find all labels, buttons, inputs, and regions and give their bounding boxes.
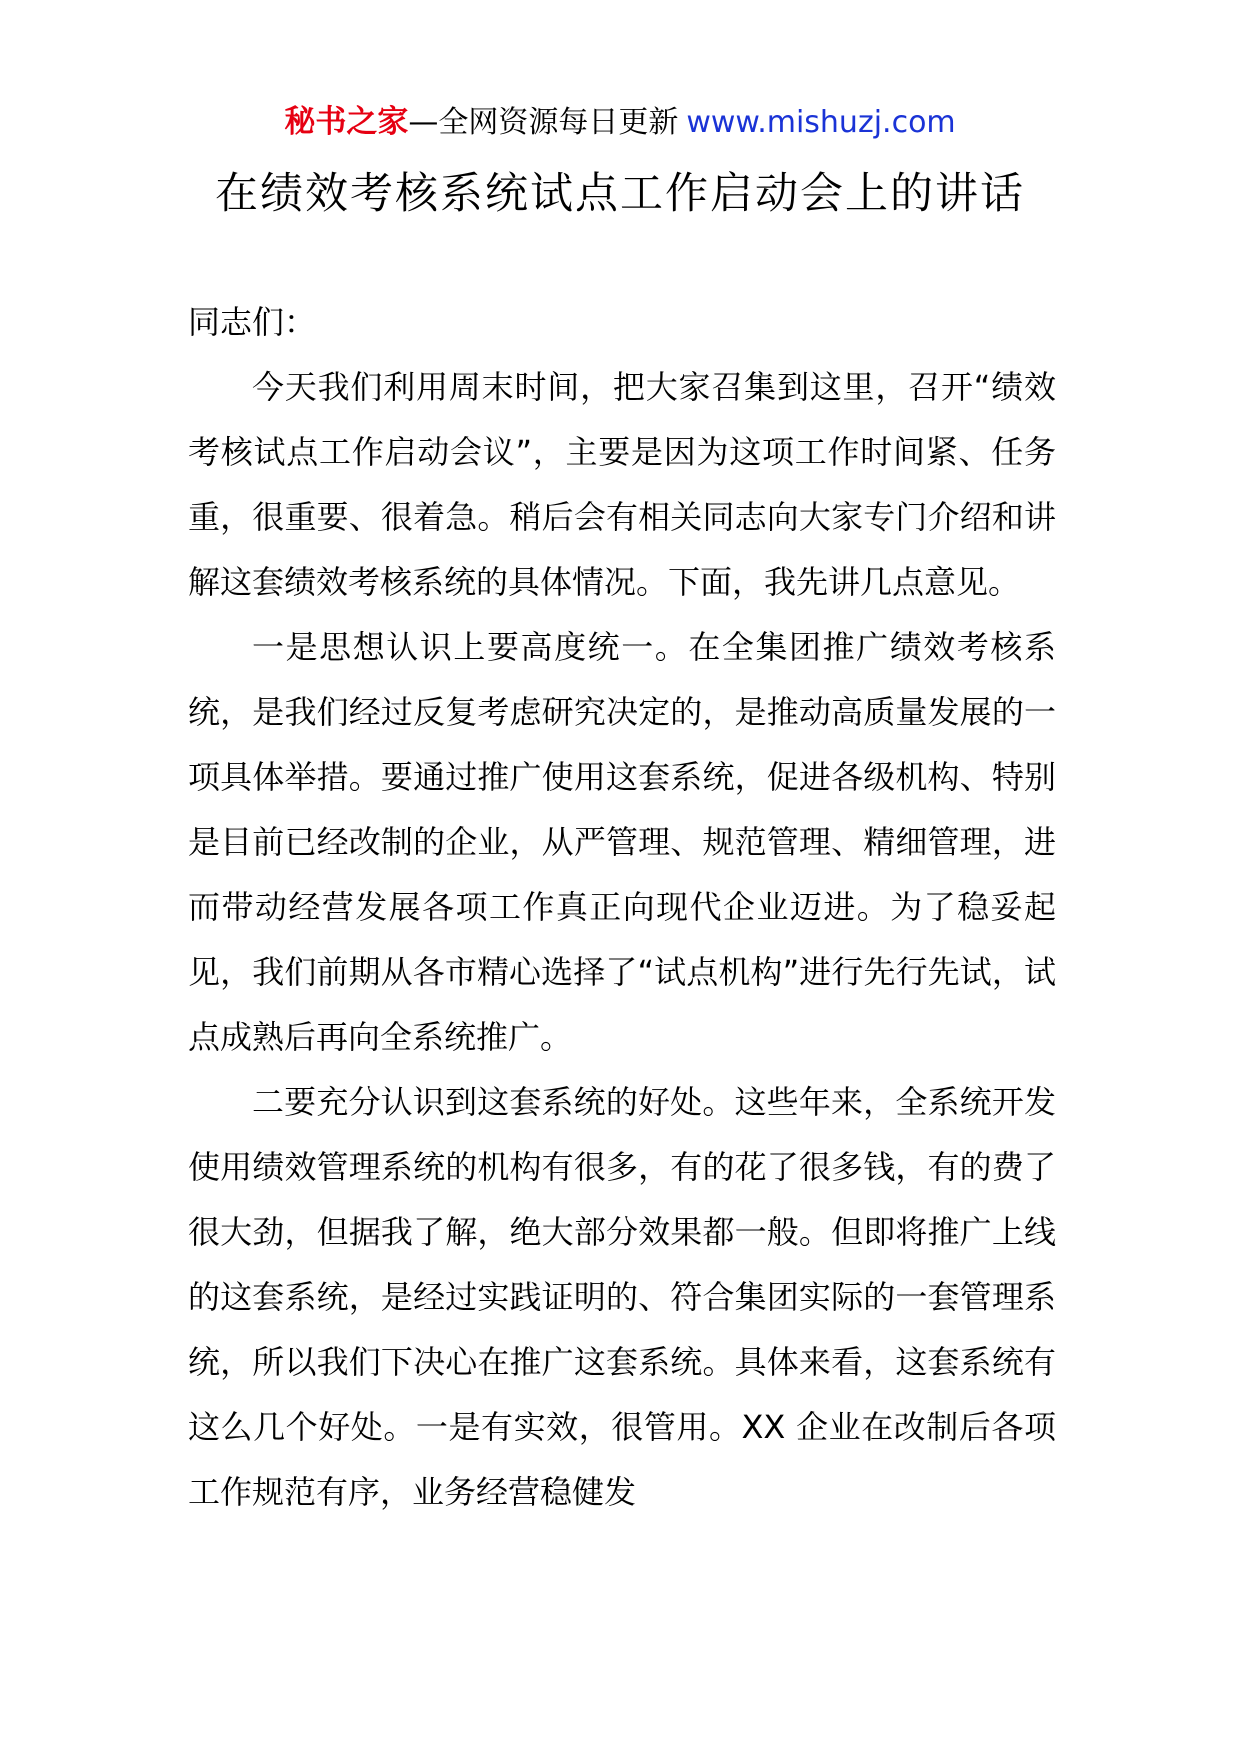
site-tagline: —全网资源每日更新 bbox=[408, 105, 679, 140]
site-url-link[interactable]: www.mishuzj.com bbox=[686, 105, 956, 140]
brand-name: 秘书之家 bbox=[284, 104, 409, 140]
salutation: 同志们： bbox=[188, 303, 317, 341]
paragraph-opening: 今天我们利用周末时间，把大家召集到这里，召开“绩效考核试点工作启动会议”，主要是因为这项工作时间紧、任务重，很重要、很着急。稍后会有相关同志向大家专门介绍和讲解这套绩效考核系统的具体情况。下面，我先讲几点意见。 bbox=[188, 368, 1056, 601]
site-header bbox=[0, 100, 1240, 145]
paragraph-point-one: 一是思想认识上要高度统一。在全集团推广绩效考核系统，是我们经过反复考虑研究决定的，是推动高质量发展的一项具体举措。要通过推广使用这套系统，促进各级机构、特别是目前已经改制的企业，从严管理、规范管理、精细管理，进而带动经营发展各项工作真正向现代企业迈进。为了稳妥起见，我们前期从各市精心选择了“试点机构”进行先行先试，试点成熟后再向全系统推广。 bbox=[188, 628, 1056, 1056]
document-body bbox=[188, 290, 1056, 1525]
paragraph-point-two: 二要充分认识到这套系统的好处。这些年来，全系统开发使用绩效管理系统的机构有很多，有的花了很多钱，有的费了很大劲，但据我了解，绝大部分效果都一般。但即将推广上线的这套系统，是经过实践证明的、符合集团实际的一套管理系统，所以我们下决心在推广这套系统。具体来看，这套系统有这么几个好处。一是有实效，很管用。XX 企业在改制后各项工作规范有序，业务经营稳健发 bbox=[188, 1083, 1056, 1511]
document-title: 在绩效考核系统试点工作启动会上的讲话 bbox=[215, 169, 1025, 219]
